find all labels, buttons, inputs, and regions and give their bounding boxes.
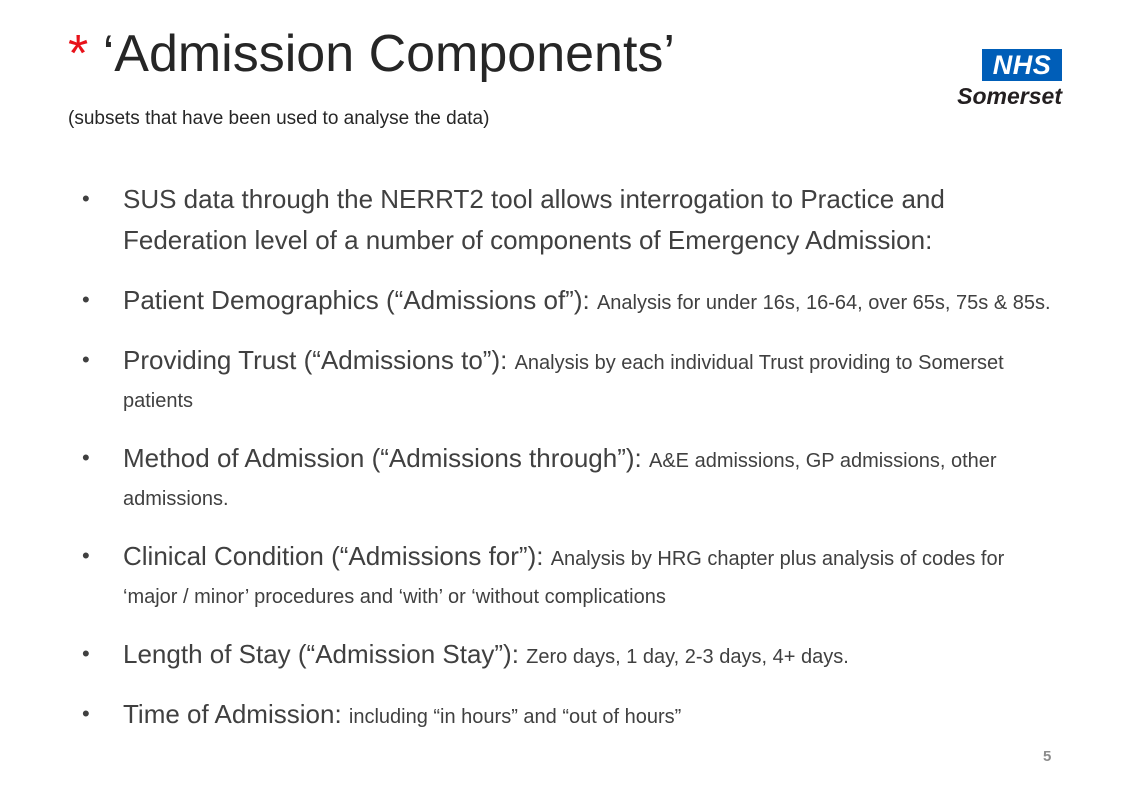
bullet-detail: Analysis for under 16s, 16-64, over 65s, 75s & 85s.: [596, 292, 1051, 314]
bullet-icon: •: [82, 347, 90, 372]
bullet-icon: •: [82, 186, 90, 211]
logo-org-name: Somerset: [957, 83, 1062, 109]
bullet-detail: A&E admissions, GP admissions, other admissions.: [123, 450, 997, 510]
bullet-detail: Analysis by each individual Trust providing to Somerset patients: [123, 352, 1004, 412]
bullet-icon: •: [82, 445, 90, 470]
bullet-item: [82, 636, 1062, 677]
bullet-list: [82, 181, 1062, 756]
bullet-heading: Patient Demographics (“Admissions of”):: [123, 285, 597, 315]
bullet-item: [82, 440, 1062, 519]
bullet-heading: SUS data through the NERRT2 tool allows interrogation to Practice and Federation level of a number of components of Emergency Admission:: [123, 184, 945, 255]
bullet-icon: •: [82, 287, 90, 312]
bullet-detail: including “in hours” and “out of hours”: [348, 706, 682, 728]
slide-page-number: 5: [1043, 748, 1052, 765]
bullet-item: [82, 282, 1062, 323]
bullet-icon: •: [82, 641, 90, 666]
bullet-heading: Providing Trust (“Admissions to”):: [123, 345, 515, 375]
bullet-item: [82, 342, 1062, 421]
bullet-heading: Time of Admission:: [123, 699, 349, 729]
nhs-somerset-logo: [944, 49, 1064, 111]
title-text: ‘Admission Components’: [102, 25, 675, 83]
bullet-heading: Length of Stay (“Admission Stay”):: [123, 639, 527, 669]
bullet-item: [82, 696, 1062, 737]
nhs-badge: NHS: [982, 49, 1062, 81]
bullet-heading: Clinical Condition (“Admissions for”):: [123, 541, 551, 571]
bullet-detail: Zero days, 1 day, 2-3 days, 4+ days.: [526, 646, 849, 668]
bullet-icon: •: [82, 701, 90, 726]
slide-subtitle: (subsets that have been used to analyse the data): [68, 108, 490, 129]
bullet-icon: •: [82, 543, 90, 568]
title-asterisk: *: [68, 25, 89, 83]
bullet-item: [82, 181, 1062, 263]
bullet-detail: Analysis by HRG chapter plus analysis of codes for ‘major / minor’ procedures and ‘with’ or ‘without complications: [123, 548, 1005, 608]
slide-title: [68, 26, 675, 83]
bullet-item: [82, 538, 1062, 617]
bullet-heading: Method of Admission (“Admissions through”):: [123, 443, 649, 473]
